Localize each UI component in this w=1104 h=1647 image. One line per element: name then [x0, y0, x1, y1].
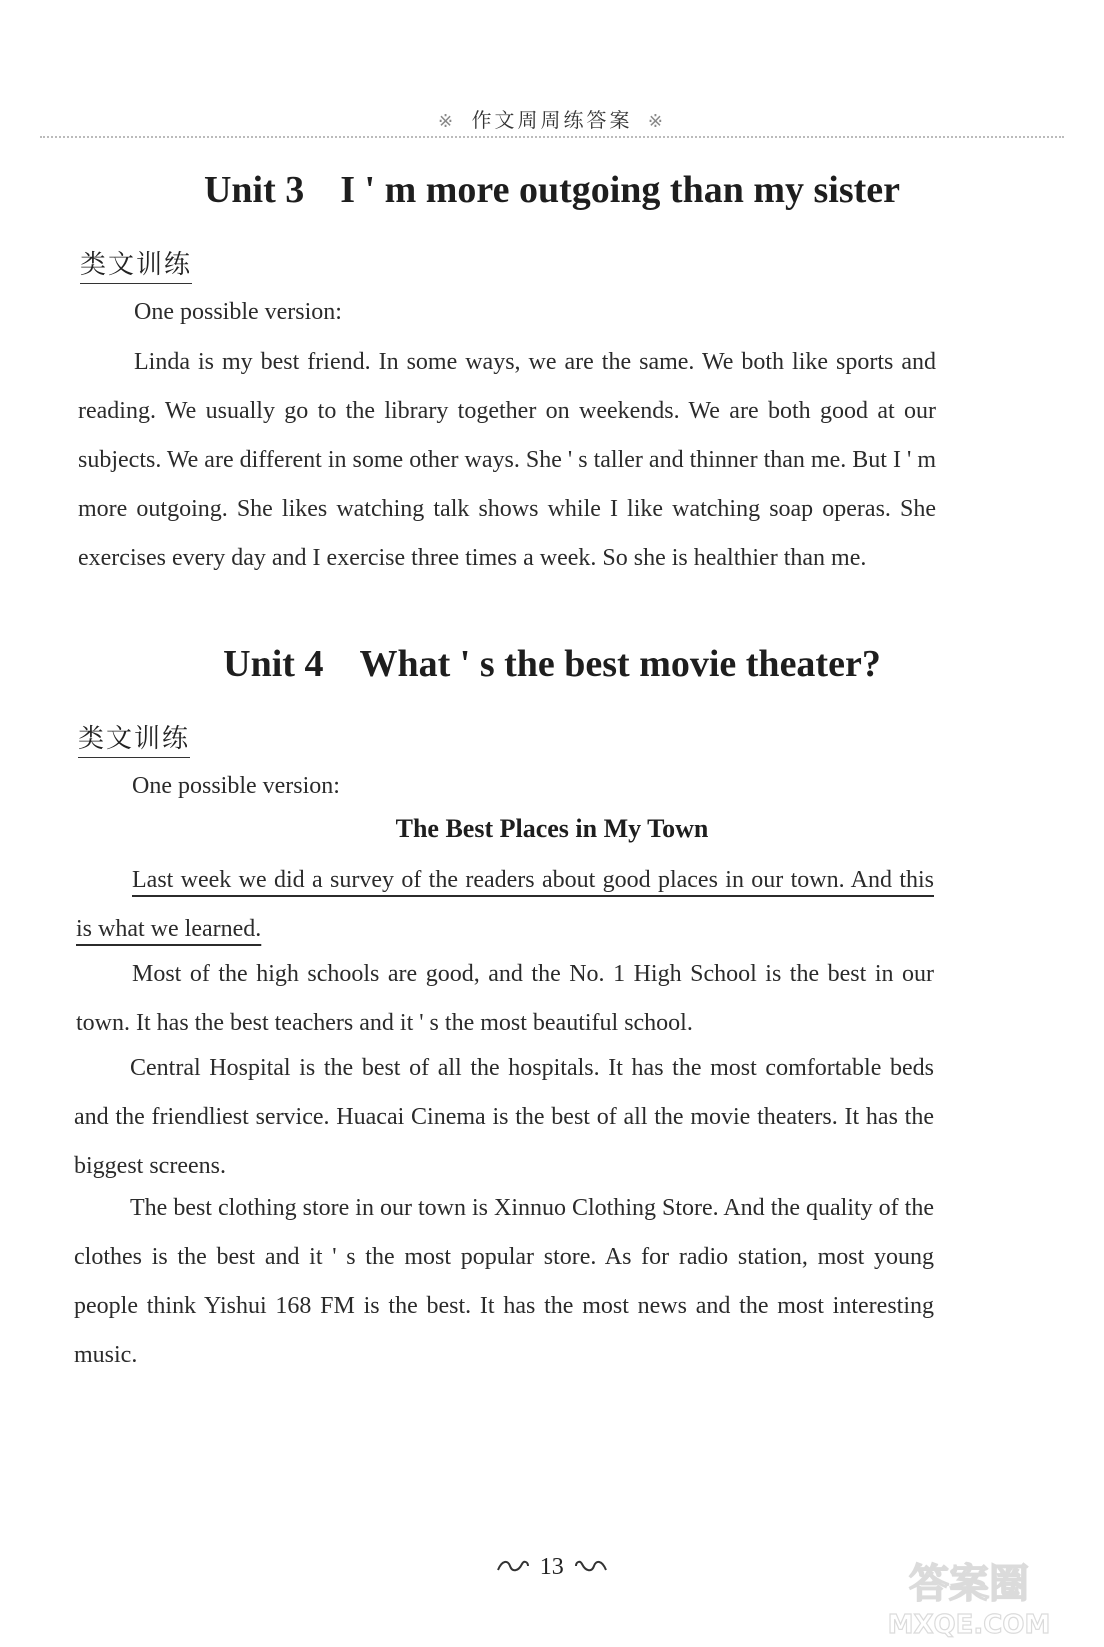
- unit3-intro: One possible version:: [134, 299, 342, 325]
- unit3-section-label: 类文训练: [80, 244, 192, 284]
- unit4-intro: One possible version:: [132, 773, 340, 799]
- unit3-body-wrap: [78, 338, 936, 583]
- essay-para3-wrap: [74, 1044, 934, 1191]
- header-divider: [40, 136, 1064, 138]
- ornament-left: ※: [438, 111, 457, 132]
- unit4-title: What ' s the best movie theater?: [359, 643, 881, 685]
- watermark-logo: [854, 1551, 1084, 1641]
- unit4-number: Unit 4: [223, 643, 324, 685]
- essay-para4: The best clothing store in our town is Xinnuo Clothing Store. And the quality of the clothes is the best and it ' s the most popular store. As for radio station, most young people think Yishui 168 FM is the best. It has the most news and the most interesting music.: [74, 1195, 934, 1368]
- essay-title: The Best Places in My Town: [395, 814, 709, 843]
- header-title: 作文周周练答案: [471, 108, 633, 132]
- essay-para4-wrap: [74, 1184, 934, 1380]
- unit3-body: Linda is my best friend. In some ways, we are the same. We both like sports and reading. We usually go to the library together on weekends. We are both good at our subjects. We are different in some other ways. She ' s taller and thinner than me. But I ' m more outgoing. She likes watching talk shows while I like watching soap operas. She exercises every day and I exercise three times a week. So she is healthier than me.: [78, 349, 936, 571]
- ornament-swirl-left-icon: [496, 1554, 536, 1579]
- svg-text:答案圈: 答案圈: [909, 1561, 1029, 1607]
- unit3-title: I ' m more outgoing than my sister: [340, 169, 901, 211]
- essay-para2: Most of the high schools are good, and the No. 1 High School is the best in our town. It has the best teachers and it ' s the most beautiful school.: [76, 961, 934, 1036]
- page-number: 13: [539, 1554, 564, 1580]
- unit3-number: Unit 3: [203, 169, 305, 211]
- essay-para2-wrap: [76, 950, 934, 1048]
- essay-para1-wrap: [76, 856, 934, 954]
- svg-text:MXQE.COM: MXQE.COM: [887, 1610, 1051, 1640]
- ornament-swirl-right-icon: [574, 1554, 608, 1579]
- page-header: [0, 104, 1104, 133]
- unit3-heading: [0, 168, 1104, 212]
- unit4-section-label: 类文训练: [78, 718, 190, 758]
- ornament-right: ※: [647, 111, 666, 132]
- essay-para1: Last week we did a survey of the readers about good places in our town. And this is what we learned.: [76, 867, 934, 942]
- essay-para3: Central Hospital is the best of all the hospitals. It has the most comfortable beds and the friendliest service. Huacai Cinema is the best of all the movie theaters. It has the biggest screens.: [74, 1055, 934, 1179]
- unit4-heading: [0, 642, 1104, 686]
